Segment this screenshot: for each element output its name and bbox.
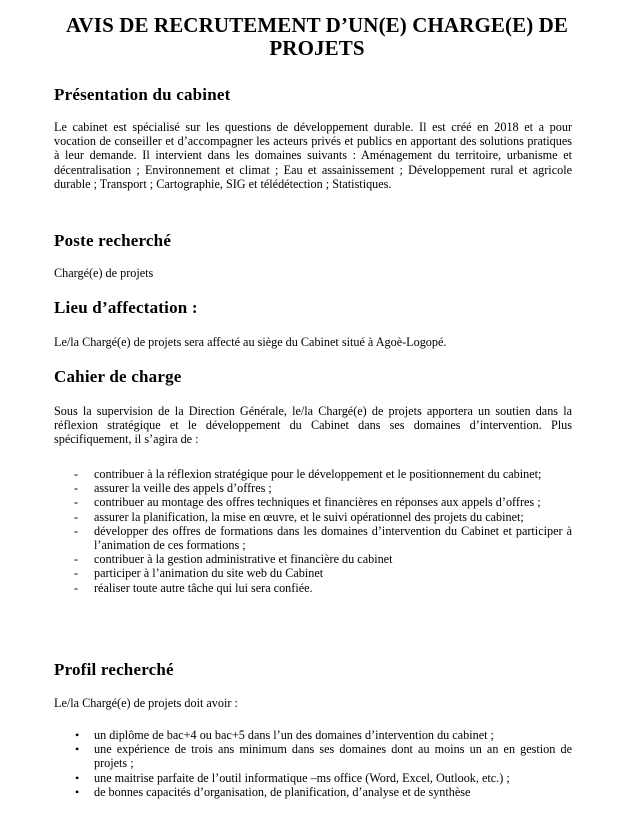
list-item-text: développer des offres de formations dans les domaines d’intervention du Cabinet et participer à l’animation de ces formations ; xyxy=(94,523,572,553)
list-item-text: contribuer à la gestion administrative et financière du cabinet xyxy=(94,552,393,567)
cahier-intro: Sous la supervision de la Direction Générale, le/la Chargé(e) de projets apportera un soutien dans la réflexion stratégique et le développement du Cabinet dans ses domaines d’intervention. Plus spécifiquement, il s’agira de : xyxy=(54,404,572,447)
list-item xyxy=(54,467,572,481)
list-item xyxy=(54,552,572,566)
list-item xyxy=(54,771,572,785)
profil-list xyxy=(54,728,572,799)
list-item-text: assurer la planification, la mise en œuvre, et le suivi opérationnel des projets du cabinet; xyxy=(94,509,524,524)
presentation-text: Le cabinet est spécialisé sur les questions de développement durable. Il est créé en 2018 et a pour vocation de conseiller et d’accompagner les acteurs privés et publics en apportant des solutions pratiques à leur demande. Il intervient dans les domaines suivants : Aménagement du territoire, urbanisme et décentralisation ; Environnement et climat ; Eau et assainissement ; Développement rural et agricole durable ; Transport ; Cartographie, SIG et télédétection ; Statistiques. xyxy=(54,120,572,191)
heading-cahier: Cahier de charge xyxy=(54,367,182,386)
dash-marker: - xyxy=(74,481,79,496)
list-item-text: une expérience de trois ans minimum dans ses domaines dont au moins un an en gestion de projets ; xyxy=(94,742,572,771)
list-item-text: contribuer au montage des offres techniques et financières en réponses aux appels d’offres ; xyxy=(94,495,541,510)
list-item xyxy=(54,581,572,595)
dash-marker: - xyxy=(74,509,79,524)
bullet-marker: • xyxy=(75,728,80,742)
list-item-text: participer à l’animation du site web du Cabinet xyxy=(94,566,324,581)
list-item xyxy=(54,495,572,509)
bullet-marker: • xyxy=(75,770,80,785)
list-item xyxy=(54,481,572,495)
document-title: AVIS DE RECRUTEMENT D’UN(E) CHARGE(E) DE PROJETS xyxy=(65,13,569,60)
bullet-marker: • xyxy=(75,742,80,757)
heading-presentation: Présentation du cabinet xyxy=(54,85,231,104)
poste-text: Chargé(e) de projets xyxy=(54,266,154,280)
heading-profil: Profil recherché xyxy=(54,660,174,679)
list-item-text: un diplôme de bac+4 ou bac+5 dans l’un des domaines d’intervention du cabinet ; xyxy=(94,728,494,742)
list-item xyxy=(54,728,572,742)
profil-intro: Le/la Chargé(e) de projets doit avoir : xyxy=(54,696,238,710)
lieu-text: Le/la Chargé(e) de projets sera affecté au siège du Cabinet situé à Agoè-Logopé. xyxy=(54,335,447,349)
heading-poste: Poste recherché xyxy=(54,231,172,250)
list-item xyxy=(54,510,572,524)
dash-marker: - xyxy=(74,523,79,538)
dash-marker: - xyxy=(74,467,79,481)
list-item-text: de bonnes capacités d’organisation, de planification, d’analyse et de synthèse xyxy=(94,784,471,799)
bullet-marker: • xyxy=(75,784,80,799)
cahier-list xyxy=(54,467,572,595)
dash-marker: - xyxy=(74,566,79,581)
list-item xyxy=(54,785,572,799)
list-item xyxy=(54,524,572,552)
list-item-text: une maitrise parfaite de l’outil informatique –ms office (Word, Excel, Outlook, etc.) ; xyxy=(94,770,510,785)
list-item xyxy=(54,566,572,580)
dash-marker: - xyxy=(74,580,79,595)
dash-marker: - xyxy=(74,552,79,567)
list-item-text: réaliser toute autre tâche qui lui sera confiée. xyxy=(94,580,313,595)
list-item-text: contribuer à la réflexion stratégique pour le développement et le positionnement du cabinet; xyxy=(94,467,542,481)
dash-marker: - xyxy=(74,495,79,510)
list-item xyxy=(54,742,572,770)
list-item-text: assurer la veille des appels d’offres ; xyxy=(94,481,272,496)
heading-lieu: Lieu d’affectation : xyxy=(54,298,198,317)
